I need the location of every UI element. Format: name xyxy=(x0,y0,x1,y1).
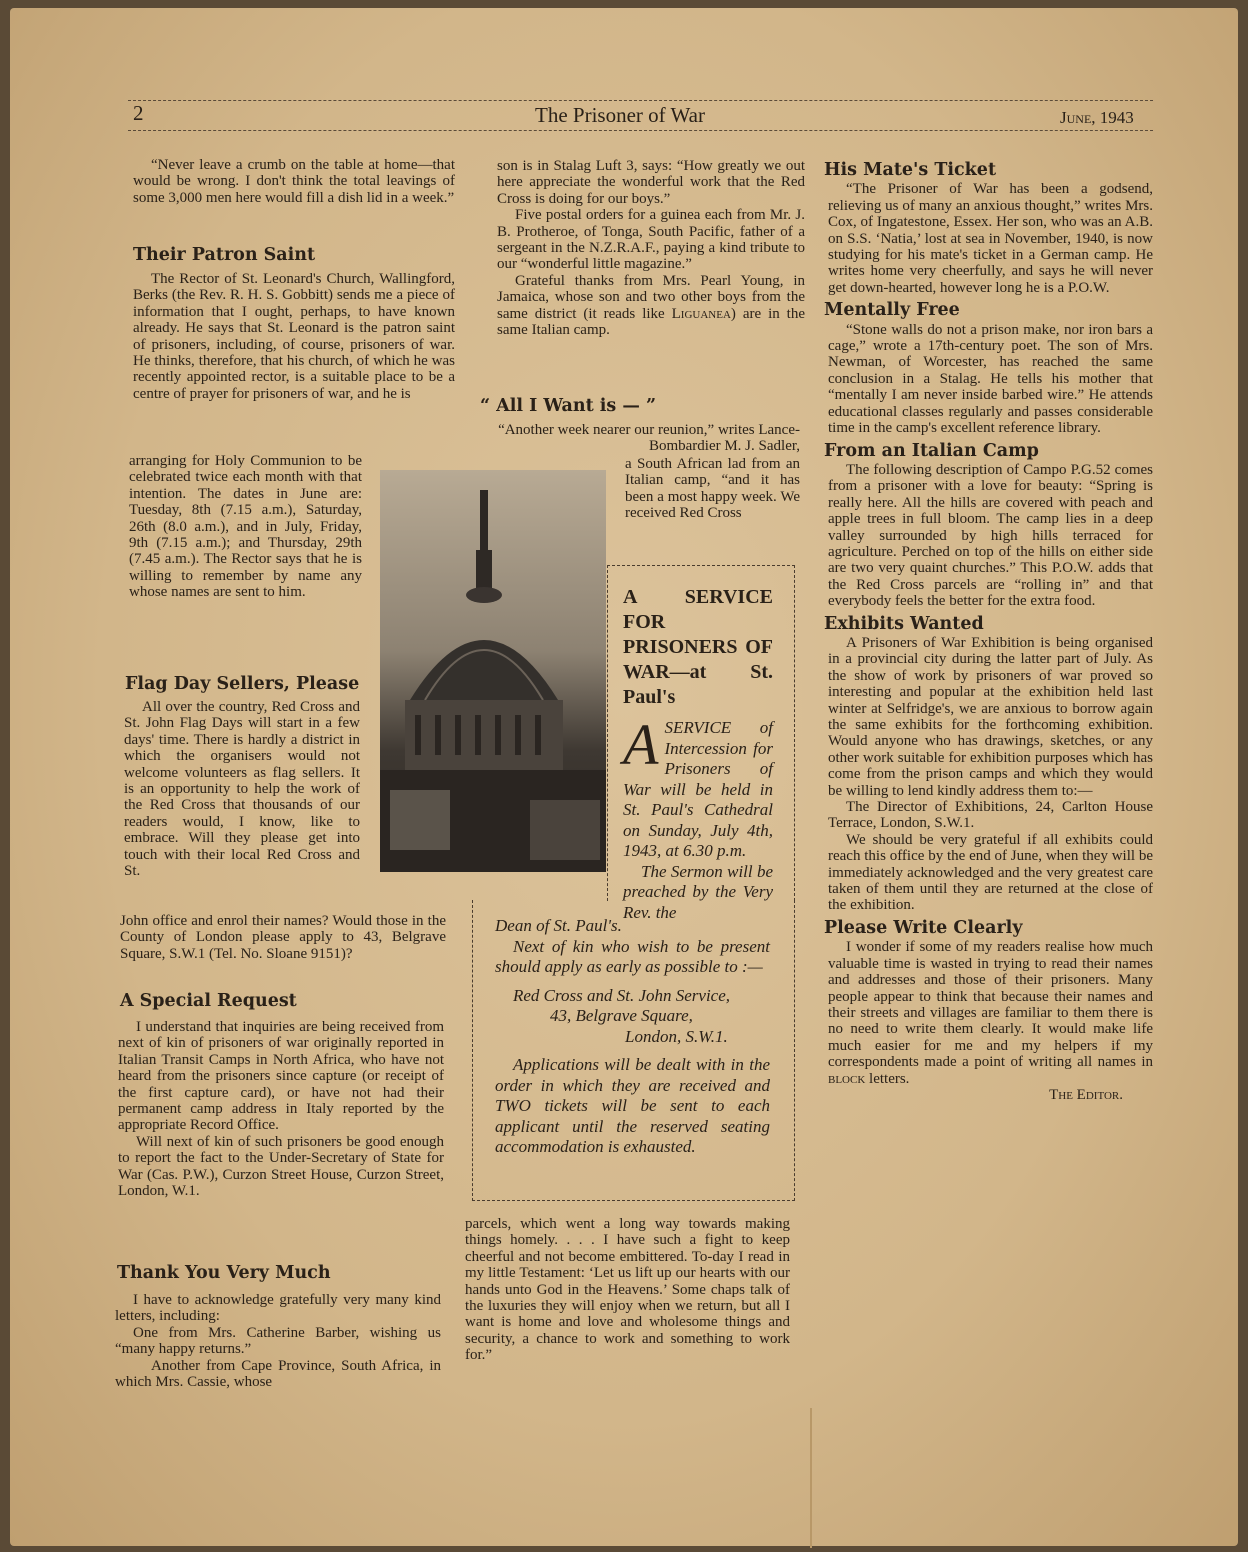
paragraph: Grateful thanks from Mrs. Pearl Young, in Jamaica, whose son and two other boys from the same district (it reads like Liguanea) are in the same Italian camp. xyxy=(497,272,805,339)
publication-title: The Prisoner of War xyxy=(535,103,705,127)
paragraph: John office and enrol their names? Would those in the County of London please apply to 43, Belgrave Square, S.W.1 (Tel. No. Sloane 9151)? xyxy=(120,913,446,962)
paragraph: “The Prisoner of War has been a godsend, relieving us of many an anxious thought,” writes Mrs. Cox, of Ingatestone, Essex. Her son, who was an A.B. on S.S. ‘Natia,’ lost at sea in November, 1940, is now studying for his mate's ticket in a German camp. He writes home very cheerfully, and says he will never get down-hearted, however long he is a P.O.W. xyxy=(828,181,1153,296)
heading-thank-you: Thank You Very Much xyxy=(117,1263,331,1283)
issue-date: June, 1943 xyxy=(1060,108,1134,127)
paragraph: We should be very grateful if all exhibits could reach this office by the end of June, when they will be immediately acknowledged and the very greatest care taken of them until they are returned at the close of the exhibition. xyxy=(828,831,1153,914)
paragraph: Will next of kin of such prisoners be good enough to report the fact to the Under-Secretary of State for War (Cas. P.W.), Curzon Street House, Curzon Street, London, W.1. xyxy=(118,1133,444,1200)
st-pauls-cathedral-photo xyxy=(380,470,606,872)
drop-cap: A xyxy=(623,712,659,777)
paragraph: parcels, which went a long way towards making things homely. . . . I have such a fight to keep cheerful and not become embittered. To-day I read in my little Testament: ‘Let us lift up our hearts with our hands unto God in the Heavens.’ Some chaps talk of the luxuries they will enjoy when we return, but all I want is home and love and wholesome things and security, a chance to work and something to work for.” xyxy=(465,1216,790,1364)
heading-italian-camp: From an Italian Camp xyxy=(824,440,1039,461)
sermon-text-cont: Dean of St. Paul's. xyxy=(495,916,622,935)
service-notice-lower xyxy=(495,916,770,1158)
paragraph: I wonder if some of my readers realise how much valuable time is wasted in trying to read their names and addresses and those of their prisoners. Many people appear to think that because their names and their streets and villages are familiar to them there is no need to write them clearly. It would make life much easier for me and my helpers if my correspondents made a point of writing all names in block letters. xyxy=(828,939,1153,1087)
service-details: SERVICE of Intercession for Prisoners of War will be held in St. Paul's Cathedral on Sunday, July 4th, 1943, at 6.30 p.m. xyxy=(623,718,773,860)
heading-his-mates-ticket: His Mate's Ticket xyxy=(824,160,997,180)
paragraph: One from Mrs. Catherine Barber, wishing us “many happy returns.” xyxy=(115,1324,441,1358)
address-line-2: 43, Belgrave Square, xyxy=(550,1006,693,1025)
col1-patron xyxy=(133,271,455,402)
address-line-1: Red Cross and St. John Service, xyxy=(513,985,731,1005)
place-name: Liguanea xyxy=(671,305,731,322)
heading-special-request: A Special Request xyxy=(120,991,297,1011)
paragraph: I have to acknowledge gratefully very many kind letters, including: xyxy=(115,1292,441,1325)
heading-all-i-want: “ All I Want is — ” xyxy=(480,396,657,416)
applications-text: Applications will be dealt with in the order in which they are received and TWO tickets will be sent to each applicant until the reserved seating accommodation is exhausted. xyxy=(495,1055,770,1156)
sermon-text: The Sermon will be preached by the Very Rev. the xyxy=(623,861,773,922)
page-number: 2 xyxy=(133,101,144,125)
cathedral-illustration xyxy=(380,470,606,872)
paragraph: The Director of Exhibitions, 24, Carlton House Terrace, London, S.W.1. xyxy=(828,799,1153,832)
editor-signature: The Editor. xyxy=(1049,1086,1123,1103)
heading-please-write-clearly: Please Write Clearly xyxy=(824,917,1023,938)
heading-flag-day-sellers: Flag Day Sellers, Please xyxy=(125,674,360,694)
paragraph: son is in Stalag Luft 3, says: “How greatly we out here appreciate the wonderful work that the Red Cross is doing for our boys.” xyxy=(497,158,805,207)
col1-special xyxy=(118,1019,444,1199)
service-notice-upper xyxy=(623,585,773,923)
paragraph: I understand that inquiries are being received from next of kin of prisoners of war originally reported in Italian Transit Camps in North Africa, who have not heard from the prisoners since capture (or receipt of the first capture card), or have not had their permanent camp address in Italy reported by the appropriate Record Office. xyxy=(118,1019,444,1134)
paragraph: The following description of Campo P.G.52 comes from a prisoner with a love for beauty: “Spring is really here. All the hills are covered with peach and apple trees in full bloom. The camp lies in a deep valley surrounded by high hills terraced for agriculture. Perched on top of the hills on either side are two very quaint churches.” This P.O.W. adds that the Red Cross parcels are “rolling in” and that everybody feels the better for the extra food. xyxy=(828,461,1153,610)
paragraph: The Rector of St. Leonard's Church, Wallingford, Berks (the Rev. R. H. S. Gobbitt) sends me a piece of information that I ought, perhaps, to have known already. He says that St. Leonard is the patron saint of prisoners, including, of course, prisoners of war. He thinks, therefore, that his church, of which he was recently appointed rector, is a suitable place to be a centre of prayer for prisoners of war, and he is xyxy=(133,271,455,402)
header-rule-bottom xyxy=(128,130,1153,131)
service-notice-title: A SERVICE FOR PRISONERS OF WAR—at St. Paul's xyxy=(623,586,773,708)
col1-flag-cont xyxy=(120,913,446,962)
col1-top xyxy=(133,157,455,206)
heading-mentally-free: Mentally Free xyxy=(824,300,960,321)
col1-patron-cont xyxy=(129,453,362,601)
col1-thanks xyxy=(115,1292,441,1390)
paragraph: “Never leave a crumb on the table at home—that would be wrong. I don't think the total leavings of some 3,000 men here would fill a dish lid in a week.” xyxy=(133,157,455,206)
address-line-3: London, S.W.1. xyxy=(625,1026,728,1046)
col2-bottom xyxy=(465,1216,790,1364)
header-rule-top xyxy=(128,100,1153,101)
col3 xyxy=(824,156,1153,1103)
paragraph: a South African lad from an Italian camp, “and it has been a most happy week. We received Red Cross xyxy=(625,456,800,522)
paragraph: arranging for Holy Communion to be celebrated twice each month with that intention. The dates in June are: Tuesday, 8th (7.15 a.m.), Saturday, 26th (8.0 a.m.), and in July, Friday, 9th (7.15 a.m.); and Thursday, 29th (7.45 a.m.). The Rector says that he is willing to remember by name any whose names are sent to him. xyxy=(129,453,362,601)
col2-want xyxy=(478,422,800,455)
col2-want-cont xyxy=(625,456,800,522)
col1-flag xyxy=(124,699,360,879)
heading-their-patron-saint: Their Patron Saint xyxy=(133,245,316,265)
col2-top xyxy=(497,158,805,338)
heading-exhibits-wanted: Exhibits Wanted xyxy=(824,613,984,634)
page-fold xyxy=(810,1408,812,1548)
paragraph: A Prisoners of War Exhibition is being organised in a provincial city during the latter part of July. As the show of work by prisoners of war proved so interesting and popular at the exhibition held last winter at Selfridge's, we are anxious to borrow again the same exhibits for the forthcoming exhibition. Would anyone who has drawings, sketches, or any other work suitable for exhibition purposes which has come from the prison camps and which they would be willing to lend kindly address them to:— xyxy=(828,634,1153,799)
paragraph: Another from Cape Province, South Africa, in which Mrs. Cassie, whose xyxy=(115,1357,441,1391)
paragraph: “Stone walls do not a prison make, nor iron bars a cage,” wrote a 17th-century poet. The son of Mrs. Newman, of Worcester, has reached the same conclusion in a Stalag. He tells his mother that “mentally I am never inside barbed wire.” He attends educational classes regularly and passes considerable time in the camp's excellent reference library. xyxy=(828,321,1153,437)
next-of-kin-text: Next of kin who wish to be present should apply as early as possible to :— xyxy=(495,936,770,976)
paragraph: Five postal orders for a guinea each from Mr. J. B. Protheroe, of Tonga, South Pacific, father of a sergeant in the N.Z.R.A.F., paying a kind tribute to our “wonderful little magazine.” xyxy=(497,207,805,273)
paragraph: “Another week nearer our reunion,” writes Lance-Bombardier M. J. Sadler, xyxy=(498,422,800,455)
paragraph: All over the country, Red Cross and St. John Flag Days will start in a few days' time. There is hardly a district in which the organisers would not welcome volunteers as flag sellers. It is an opportunity to help the work of the Red Cross that thousands of our readers would, I know, like to embrace. Will they please get into touch with their local Red Cross and St. xyxy=(124,699,360,880)
